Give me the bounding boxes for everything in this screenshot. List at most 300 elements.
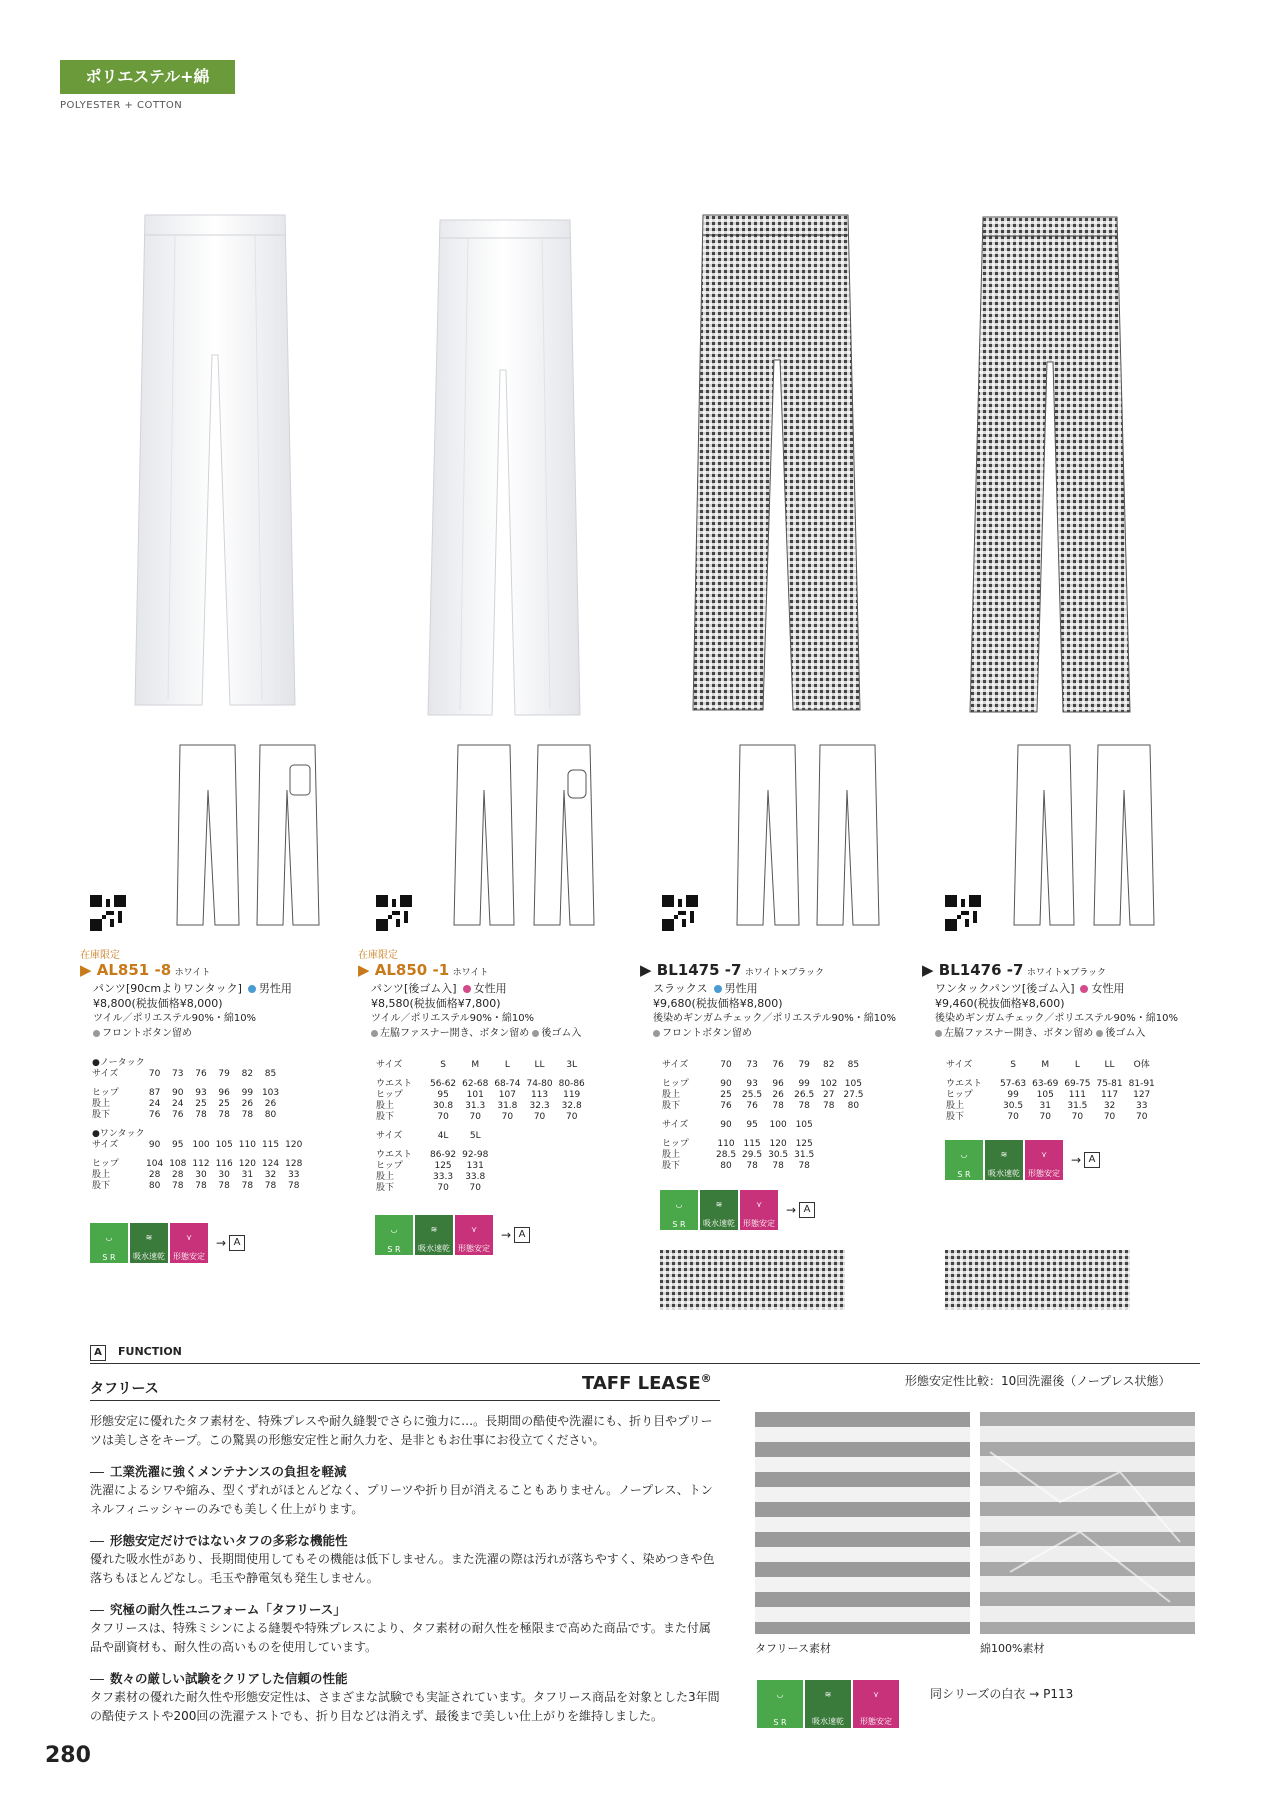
measure-row: ヒップ 90 93 96 99 102 105 [662,1079,866,1090]
measure-cell: 127 [1133,1090,1151,1100]
measure-cell: 78 [798,1161,810,1171]
measure-cell: 56-62 [430,1079,457,1089]
measure-cell: 120 [238,1159,256,1169]
function-icons-al850 [375,1215,530,1255]
measure-cell: 25.5 [742,1090,763,1100]
product-color: ホワイト [452,968,489,978]
size-cell: 73 [172,1069,184,1079]
tech-drawing-al850 [450,740,610,934]
measure-cell: 112 [192,1159,210,1169]
measure-row: 股下 76 76 78 78 78 80 [662,1101,866,1112]
size-group-title: ●ワンタック [92,1129,145,1139]
brand-name: TAFF LEASE® [582,1372,712,1394]
shape-stable-icon: ⋎ 形態安定 [740,1190,778,1230]
measure-cell: 27.5 [843,1090,864,1100]
function-ref-link[interactable]: → A [786,1202,815,1218]
sr-icon: ◡ S R [945,1140,983,1180]
tech-drawing-bl1475 [735,740,895,934]
size-table [92,1058,305,1192]
measure-cell: 76 [746,1101,758,1111]
product-price: ¥8,580(税抜価格¥7,800) [371,997,501,1010]
comparison-image-cotton [980,1412,1195,1634]
measure-cell: 70 [501,1112,514,1122]
size-group-title: ●ノータック [92,1058,145,1068]
size-row: サイズ 90 95 100 105 [662,1120,866,1131]
measure-cell: 70 [533,1112,546,1122]
measure-cell: 68-74 [494,1079,521,1089]
product-variant: -1 [432,961,450,979]
measure-cell: 31 [241,1170,254,1180]
measure-cell: 32.3 [529,1101,550,1111]
measure-cell: 70 [469,1183,481,1193]
measure-cell: 70 [469,1112,481,1122]
section-body: タフ素材の優れた耐久性や形態安定性は、さまざまな試験でも実証されています。タフリース商品を対象とした3年間の酷使テストや200回の洗濯テストでも、折り目などは消えず、最後まで美しい仕上がりを維持しました。 [90,1690,720,1723]
size-cell: 3L [566,1060,578,1070]
quick-dry-icon: ≋ 吸水速乾 [130,1223,168,1263]
quick-dry-icon: ≋ 吸水速乾 [985,1140,1023,1180]
size-table [376,1060,588,1194]
size-row: サイズ 70 73 76 79 82 85 [662,1060,866,1071]
measure-cell: 70 [437,1112,449,1122]
product-gender: 女性用 [1091,982,1125,995]
tech-drawing-bl1476 [1010,740,1170,934]
measure-row: ウエスト 57-63 63-69 69-75 75-81 81-91 [946,1079,1158,1090]
sr-icon: ◡ S R [375,1215,413,1255]
section-title: 形態安定だけではないタフの多彩な機能性 [90,1531,720,1550]
measure-cell: 101 [466,1090,484,1100]
gender-dot [1080,985,1088,993]
sr-icon: ◡ S R [90,1223,128,1263]
measure-row: 股上 25 25.5 26 26.5 27 27.5 [662,1090,866,1101]
function-body [90,1412,720,1738]
measure-cell: 29.5 [742,1150,763,1160]
measure-cell: 33.3 [433,1172,454,1182]
product-info-al850: 在庫限定 ▶ AL850 -1 ホワイト パンツ[後ゴム入] 女性用 ¥8,580(税抜価格¥7,800) ツイル／ポリエステル90%・綿10% 左脇ファスナー開き、ボタン留め 後ゴム入 [358,948,618,1041]
size-cell: 85 [847,1060,860,1070]
gender-dot [463,985,471,993]
size-cell: 82 [823,1060,835,1070]
size-cell: 4L [437,1131,449,1141]
measure-cell: 32 [1103,1101,1116,1111]
measure-row: 股下 80 78 78 78 [662,1161,866,1172]
measure-cell: 86-92 [430,1150,457,1160]
measure-cell: 30.8 [433,1101,454,1111]
divider [90,1400,720,1401]
size-table-al850 [376,1060,588,1194]
measure-cell: 78 [772,1101,784,1111]
product-code: BL1475 [656,961,720,979]
product-info-bl1475: ▶ BL1475 -7 ホワイト×ブラック スラックス 男性用 ¥9,680(税抜価格¥8,800) 後染めギンガムチェック／ポリエステル90%・綿10% フロントボタン留め [640,963,900,1041]
measure-cell: 24 [148,1099,161,1109]
quick-dry-icon: ≋ 吸水速乾 [700,1190,738,1230]
size-cell: M [471,1060,480,1070]
section-title: 究極の耐久性ユニフォーム「タフリース」 [90,1600,720,1619]
product-photo-al850 [420,210,590,720]
measure-row: 股上 30.5 31 31.5 32 33 [946,1101,1158,1112]
function-title: タフリース [90,1381,159,1397]
measure-cell: 70 [1071,1112,1084,1122]
measure-cell: 95 [437,1090,449,1100]
measure-cell: 70 [1039,1112,1051,1122]
measure-cell: 78 [746,1161,758,1171]
measure-cell: 80 [720,1161,732,1171]
measure-cell: 78 [823,1101,835,1111]
measure-cell: 32 [264,1170,277,1180]
size-row: サイズ S M L LL 3L [376,1060,588,1071]
quick-dry-icon: ≋ 吸水速乾 [415,1215,453,1255]
measure-cell: 78 [195,1110,207,1120]
quick-dry-icon: ≋ 吸水速乾 [805,1680,851,1728]
measure-cell: 70 [1007,1112,1019,1122]
measure-cell: 80 [264,1110,277,1120]
product-variant: -7 [724,961,742,979]
measure-cell: 33 [1135,1101,1148,1111]
function-ref-link[interactable]: → A [1071,1152,1100,1168]
measure-cell: 80 [148,1181,161,1191]
product-info-bl1476: ▶ BL1476 -7 ホワイト×ブラック ワンタックパンツ[後ゴム入] 女性用 ¥9,460(税抜価格¥8,600) 後染めギンガムチェック／ポリエステル90%・綿10% 左脇ファスナー開き、ボタン留め 後ゴム入 [922,963,1182,1041]
measure-cell: 25 [195,1099,207,1109]
product-feature: 左脇ファスナー開き、ボタン留め [380,1028,530,1039]
measure-cell: 62-68 [462,1079,489,1089]
measure-cell: 28.5 [716,1150,737,1160]
size-cell: 100 [192,1140,210,1150]
measure-cell: 33 [287,1170,300,1180]
measure-cell: 105 [844,1079,862,1089]
measure-cell: 31.5 [1067,1101,1088,1111]
measure-cell: 105 [1036,1090,1054,1100]
shape-stable-icon: ⋎ 形態安定 [455,1215,493,1255]
measure-cell: 113 [530,1090,549,1100]
product-material: 後染めギンガムチェック／ポリエステル90%・綿10% [653,1013,896,1024]
category-tag: ポリエステル+綿 [60,60,235,94]
measure-cell: 26 [772,1090,784,1100]
tech-drawing-al851 [175,740,335,934]
size-cell: 100 [769,1120,787,1130]
size-table-bl1475 [662,1060,866,1172]
measure-cell: 32.8 [561,1101,582,1111]
measure-cell: 63-69 [1032,1079,1059,1089]
size-cell: 70 [720,1060,732,1070]
fabric-swatch-bl1475 [660,1250,845,1310]
measure-cell: 76 [720,1101,732,1111]
measure-row: 股上 28 28 30 30 31 32 33 [92,1170,305,1181]
page-number: 280 [45,1743,91,1768]
function-heading: FUNCTION [118,1345,182,1358]
measure-cell: 115 [743,1139,761,1149]
product-gender: 男性用 [724,982,758,995]
measure-row: ウエスト 86-92 92-98 [376,1150,588,1161]
measure-cell: 78 [241,1181,254,1191]
size-table-bl1476 [946,1060,1158,1123]
measure-cell: 31.8 [497,1101,518,1111]
size-cell: 82 [241,1069,254,1079]
product-variant: -8 [154,961,172,979]
measure-row: 股下 70 70 70 70 70 [946,1112,1158,1123]
section-body: 優れた吸水性があり、長期間使用してもその機能は低下しません。また洗濯の際は汚れが落ちやすく、染めつきや色落ちもほとんどなし。毛玉や静電気も発生しません。 [90,1552,715,1585]
size-cell: LL [1104,1060,1115,1070]
product-gender: 男性用 [258,982,292,995]
product-color: ホワイト×ブラック [1026,968,1107,978]
product-name: パンツ[後ゴム入] [371,982,457,995]
section-body: 洗濯によるシワや縮み、型くずれがほとんどなく、プリーツや折り目が消えることもありません。ノープレス、トンネルフィニッシャーのみでも美しく仕上がります。 [90,1483,713,1516]
measure-cell: 78 [287,1181,300,1191]
size-cell: 5L [469,1131,481,1141]
measure-row: ウエスト 56-62 62-68 68-74 74-80 80-86 [376,1079,588,1090]
function-ref-box: A [90,1345,106,1361]
measure-cell: 70 [1135,1112,1148,1122]
stock-label: 在庫限定 [80,950,120,961]
size-cell: 95 [172,1140,184,1150]
size-row: サイズ 90 95 100 105 110 115 120 [92,1140,305,1151]
qr-code-al850[interactable] [376,895,412,931]
measure-cell: 102 [820,1079,838,1089]
gender-dot [248,985,256,993]
size-cell: LL [534,1060,545,1070]
function-icons-al851 [90,1223,245,1263]
caption-cotton: 綿100%素材 [980,1642,1045,1655]
measure-cell: 81-91 [1128,1079,1155,1089]
product-gender: 女性用 [473,982,507,995]
measure-row: ヒップ 125 131 [376,1161,588,1172]
measure-cell: 90 [720,1079,732,1089]
product-code: AL850 [374,961,428,979]
function-icons-bl1475 [660,1190,815,1230]
section-title: 数々の厳しい試験をクリアした信頼の性能 [90,1669,720,1688]
measure-cell: 70 [565,1112,578,1122]
comparison-title: 形態安定性比較：10回洗濯後（ノープレス状態） [905,1374,1171,1388]
product-price: ¥9,460(税抜価格¥8,600) [935,997,1065,1010]
qr-code-bl1475[interactable] [662,895,698,931]
product-material: ツイル／ポリエステル90%・綿10% [371,1013,535,1024]
measure-cell: 31.3 [465,1101,486,1111]
measure-cell: 80 [847,1101,860,1111]
product-feature2: 後ゴム入 [541,1028,582,1039]
measure-cell: 90 [172,1088,184,1098]
size-cell: 76 [195,1069,207,1079]
measure-cell: 31 [1039,1101,1051,1111]
measure-cell: 104 [146,1159,164,1169]
measure-cell: 26 [241,1099,254,1109]
product-price: ¥9,680(税抜価格¥8,800) [653,997,783,1010]
size-row: サイズ 70 73 76 79 82 85 [92,1069,305,1080]
product-name: ワンタックパンツ[後ゴム入] [935,982,1075,995]
product-material: 後染めギンガムチェック／ポリエステル90%・綿10% [935,1013,1178,1024]
function-header [90,1345,1200,1364]
measure-cell: 99 [241,1088,254,1098]
measure-row: 股上 28.5 29.5 30.5 31.5 [662,1150,866,1161]
measure-cell: 70 [437,1183,449,1193]
see-also-link[interactable]: 同シリーズの白衣 → P113 [930,1687,1074,1701]
measure-cell: 108 [169,1159,187,1169]
measure-cell: 30.5 [1003,1101,1024,1111]
measure-row: 股下 80 78 78 78 78 78 78 [92,1181,305,1192]
size-cell: 85 [264,1069,277,1079]
measure-cell: 119 [563,1090,581,1100]
size-cell: L [1074,1060,1080,1070]
measure-cell: 30 [218,1170,230,1180]
stock-label: 在庫限定 [358,950,398,961]
measure-cell: 99 [1007,1090,1019,1100]
size-cell: 95 [746,1120,758,1130]
measure-row: ヒップ 104 108 112 116 120 124 128 [92,1159,305,1170]
measure-cell: 87 [148,1088,161,1098]
fabric-swatch-bl1476 [945,1250,1130,1310]
size-cell: M [1041,1060,1050,1070]
size-cell: S [1010,1060,1016,1070]
measure-cell: 78 [798,1101,810,1111]
function-ref-link[interactable]: → A [216,1235,245,1251]
product-feature: 左脇ファスナー開き、ボタン留め [944,1028,1094,1039]
measure-cell: 75-81 [1096,1079,1123,1089]
measure-cell: 96 [772,1079,784,1089]
section-body: タフリースは、特殊ミシンによる縫製や特殊プレスにより、タフ素材の耐久性を極限まで高めた商品です。また付属品や副資材も、耐久性の高いものを使用しています。 [90,1621,711,1654]
measure-row: 股上 30.8 31.3 31.8 32.3 32.8 [376,1101,588,1112]
function-icons-bottom [757,1680,901,1728]
function-ref-link[interactable]: → A [501,1227,530,1243]
size-cell: 79 [798,1060,810,1070]
measure-cell: 26.5 [794,1090,815,1100]
measure-row: 股上 24 24 25 25 26 26 [92,1099,305,1110]
measure-cell: 24 [172,1099,184,1109]
size-table [946,1060,1158,1123]
measure-row: 股下 76 76 78 78 78 80 [92,1110,305,1121]
measure-row: ヒップ 99 105 111 117 127 [946,1090,1158,1101]
section-title: 工業洗濯に強くメンテナンスの負担を軽減 [90,1462,720,1481]
measure-cell: 78 [195,1181,207,1191]
size-cell: 76 [772,1060,784,1070]
size-cell: 79 [218,1069,230,1079]
comparison-image-taff [755,1412,970,1634]
measure-cell: 31.5 [794,1150,815,1160]
size-cell: 90 [148,1140,161,1150]
product-feature: フロントボタン留め [102,1028,192,1039]
measure-row: 股下 70 70 [376,1183,588,1194]
measure-cell: 131 [466,1161,484,1171]
product-code: BL1476 [938,961,1002,979]
measure-cell: 69-75 [1064,1079,1091,1089]
product-feature: フロントボタン留め [662,1028,752,1039]
measure-cell: 78 [241,1110,254,1120]
measure-cell: 30.5 [768,1150,789,1160]
sr-icon: ◡ S R [660,1190,698,1230]
size-cell: O体 [1133,1060,1150,1070]
size-cell: 115 [261,1140,280,1150]
gender-dot [714,985,722,993]
shape-stable-icon: ⋎ 形態安定 [1025,1140,1063,1180]
size-cell: 105 [215,1140,233,1150]
caption-taff: タフリース素材 [755,1642,832,1655]
size-cell: L [504,1060,510,1070]
measure-cell: 33.8 [465,1172,486,1182]
measure-cell: 70 [1103,1112,1116,1122]
size-cell: 120 [285,1140,303,1150]
measure-cell: 110 [717,1139,735,1149]
qr-code-bl1476[interactable] [945,895,981,931]
measure-row: ヒップ 87 90 93 96 99 103 [92,1088,305,1099]
function-icons-bl1476 [945,1140,1100,1180]
measure-cell: 78 [218,1110,230,1120]
product-code: AL851 [96,961,150,979]
shape-stable-icon: ⋎ 形態安定 [170,1223,208,1263]
product-info-al851: 在庫限定 ▶ AL851 -8 ホワイト パンツ[90cmよりワンタック] 男性用 ¥8,800(税抜価格¥8,000) ツイル／ポリエステル90%・綿10% フロントボタン留め [80,948,340,1041]
size-table [662,1060,866,1172]
measure-cell: 111 [1068,1090,1086,1100]
measure-cell: 93 [746,1079,758,1089]
measure-cell: 107 [498,1090,516,1100]
measure-cell: 28 [148,1170,161,1180]
measure-cell: 57-63 [1000,1079,1027,1089]
measure-cell: 116 [215,1159,233,1169]
measure-cell: 120 [769,1139,787,1149]
qr-code-al851[interactable] [90,895,126,931]
size-cell: 110 [238,1140,256,1150]
product-color: ホワイト×ブラック [744,968,825,978]
size-cell: 90 [720,1120,732,1130]
measure-cell: 78 [264,1181,277,1191]
product-photo-bl1475 [688,210,868,715]
measure-cell: 30 [195,1170,207,1180]
measure-cell: 103 [261,1088,280,1098]
measure-cell: 76 [148,1110,161,1120]
measure-cell: 78 [218,1181,230,1191]
size-cell: S [440,1060,446,1070]
measure-cell: 25 [218,1099,230,1109]
measure-cell: 28 [172,1170,184,1180]
product-name: パンツ[90cmよりワンタック] [93,982,242,995]
size-cell: 105 [795,1120,813,1130]
measure-row: 股下 70 70 70 70 70 [376,1112,588,1123]
size-cell: 70 [148,1069,161,1079]
shape-stable-icon: ⋎ 形態安定 [853,1680,899,1728]
measure-cell: 96 [218,1088,230,1098]
measure-cell: 26 [264,1099,277,1109]
size-table-al851 [92,1058,305,1192]
measure-row: ヒップ 95 101 107 113 119 [376,1090,588,1101]
product-feature2: 後ゴム入 [1105,1028,1146,1039]
size-row: サイズ 4L 5L [376,1131,588,1142]
measure-cell: 78 [172,1181,184,1191]
measure-cell: 124 [261,1159,280,1169]
measure-cell: 74-80 [526,1079,553,1089]
product-photo-al851 [130,205,300,715]
measure-cell: 117 [1100,1090,1119,1100]
product-variant: -7 [1006,961,1024,979]
size-row: サイズ S M L LL O体 [946,1060,1158,1071]
product-material: ツイル／ポリエステル90%・綿10% [93,1013,257,1024]
measure-row: 股上 33.3 33.8 [376,1172,588,1183]
measure-cell: 78 [772,1161,784,1171]
measure-cell: 128 [285,1159,303,1169]
category-subtitle: POLYESTER + COTTON [60,100,183,111]
measure-cell: 125 [434,1161,452,1171]
measure-cell: 27 [823,1090,835,1100]
measure-cell: 92-98 [462,1150,489,1160]
measure-cell: 99 [798,1079,810,1089]
measure-cell: 125 [795,1139,813,1149]
sr-icon: ◡ S R [757,1680,803,1728]
size-cell: 73 [746,1060,758,1070]
product-price: ¥8,800(税抜価格¥8,000) [93,997,223,1010]
measure-row: ヒップ 110 115 120 125 [662,1139,866,1150]
measure-cell: 93 [195,1088,207,1098]
product-name: スラックス [653,982,708,995]
measure-cell: 25 [720,1090,732,1100]
measure-cell: 76 [172,1110,184,1120]
product-color: ホワイト [174,968,211,978]
measure-cell: 80-86 [558,1079,585,1089]
product-photo-bl1476 [965,212,1140,717]
function-intro: 形態安定に優れたタフ素材を、特殊プレスや耐久縫製でさらに強力に…。長期間の酷使や洗濯にも、折り目やプリーツは美しさをキープ。この驚異の形態安定性と耐久力を、是非ともお仕事にお役立てください。 [90,1414,713,1447]
